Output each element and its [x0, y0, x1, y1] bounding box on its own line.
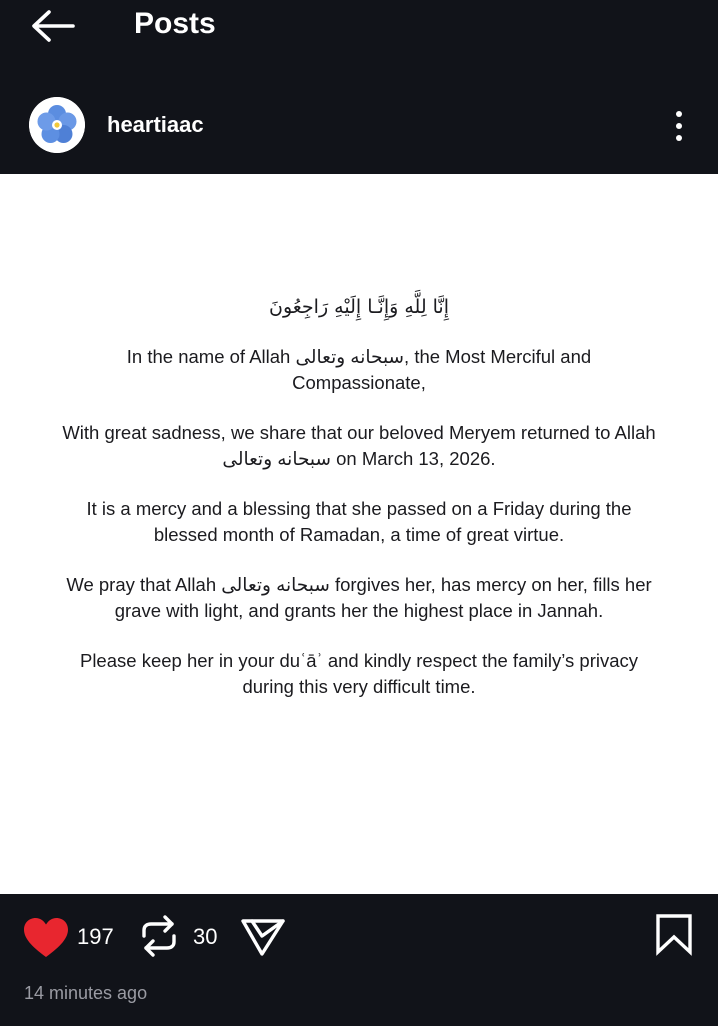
bookmark-button[interactable]	[654, 912, 694, 956]
top-bar	[0, 0, 718, 62]
bookmark-icon	[654, 912, 694, 956]
forget-me-not-flower-icon	[29, 97, 85, 153]
more-vertical-icon	[676, 111, 682, 117]
author-username[interactable]: heartiaac	[107, 112, 204, 137]
post-paragraph: Please keep her in your duʿāʾ and kindly respect the family’s privacy during this very difficult time.	[79, 650, 639, 697]
repost-icon	[138, 914, 180, 958]
post-card	[0, 174, 718, 894]
post-author-bar	[0, 62, 718, 174]
post-paragraph: We pray that Allah سبحانه وتعالى forgives her, has mercy on her, fills her grave with light, and grants her the highest place in Jannah.	[66, 574, 652, 621]
arabic-heading: إِنَّا لِلَّهِ وَإِنَّـا إِلَيْهِ رَاجِعُونَ	[269, 296, 449, 318]
like-button[interactable]	[22, 916, 70, 960]
more-options-button[interactable]	[664, 106, 694, 146]
post-text	[60, 292, 658, 724]
post-paragraph: In the name of Allah سبحانه وتعالى, the Most Merciful and Compassionate,	[126, 346, 592, 393]
post-timestamp: 14 minutes ago	[24, 983, 148, 1003]
like-count: 197	[77, 924, 114, 949]
post-paragraph: It is a mercy and a blessing that she passed on a Friday during the blessed month of Ramadan, a time of great virtue.	[86, 498, 632, 545]
post-action-bar	[0, 894, 718, 1026]
post-paragraph: With great sadness, we share that our beloved Meryem returned to Allah سبحانه وتعالى on March 13, 2026.	[62, 422, 656, 469]
arrow-left-icon	[29, 8, 75, 44]
repost-button[interactable]	[138, 914, 180, 958]
page-title: Posts	[134, 7, 216, 40]
heart-icon	[22, 916, 70, 960]
share-button[interactable]	[240, 916, 286, 958]
back-button[interactable]	[28, 6, 76, 46]
avatar[interactable]	[29, 97, 85, 153]
send-icon	[240, 916, 286, 958]
repost-count: 30	[193, 924, 218, 949]
